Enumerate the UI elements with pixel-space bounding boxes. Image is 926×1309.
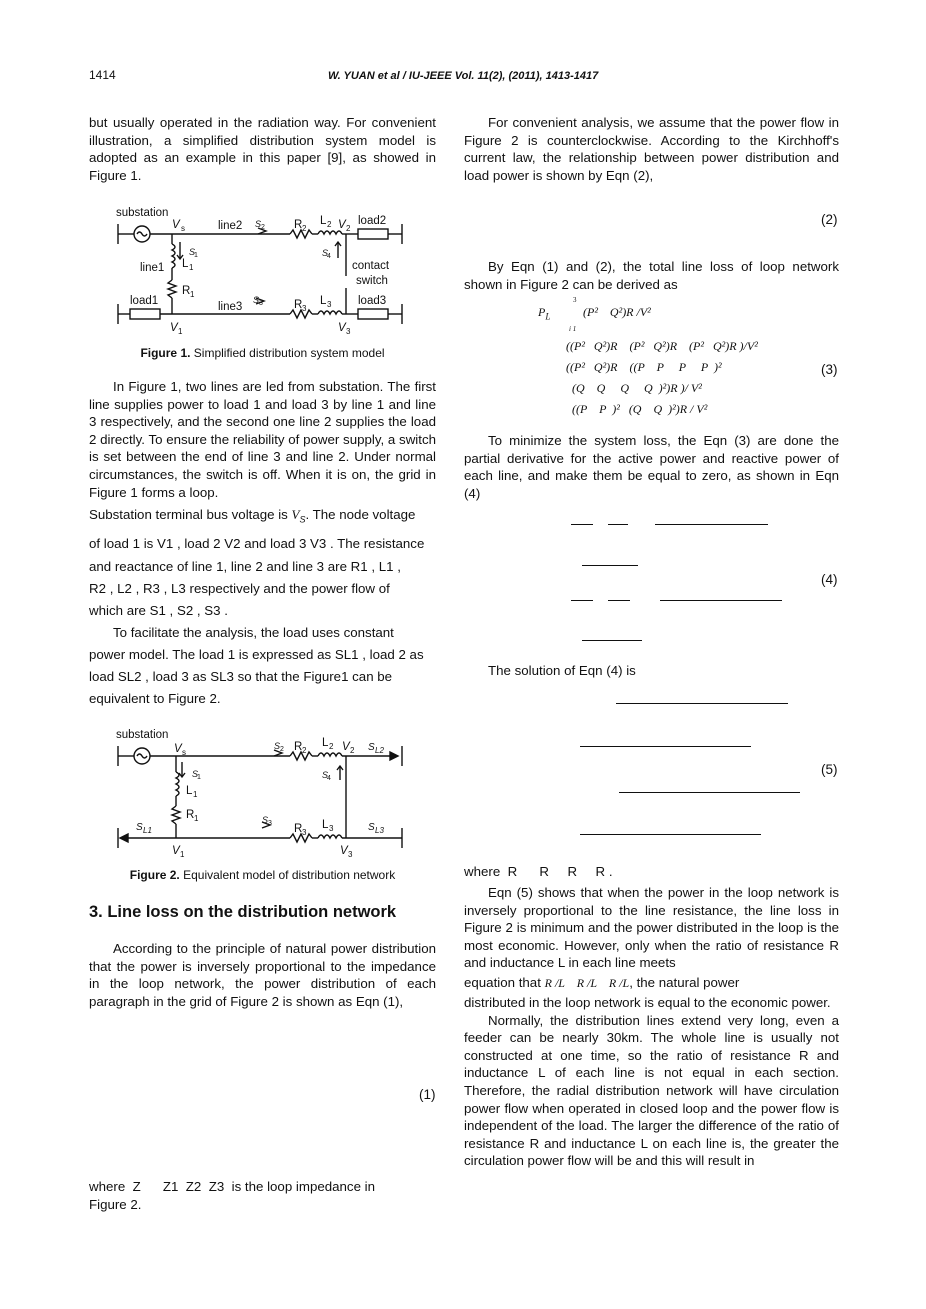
eq4-bar xyxy=(582,565,638,566)
figure-2-caption: Figure 2. Equivalent model of distribution network xyxy=(129,868,396,882)
svg-text:3: 3 xyxy=(302,828,307,837)
page-number: 1414 xyxy=(89,68,116,82)
eq4-bar xyxy=(571,600,593,601)
svg-text:V: V xyxy=(338,322,346,334)
svg-text:2: 2 xyxy=(327,220,332,229)
svg-text:V: V xyxy=(174,743,182,755)
svg-text:L1: L1 xyxy=(143,826,152,835)
svg-text:3: 3 xyxy=(348,850,353,859)
svg-text:S: S xyxy=(192,769,199,779)
svg-text:S: S xyxy=(368,822,375,833)
svg-text:1: 1 xyxy=(180,850,185,859)
svg-text:S: S xyxy=(255,219,262,229)
svg-text:L: L xyxy=(320,215,327,227)
eq4-bar xyxy=(655,524,768,525)
svg-text:1: 1 xyxy=(190,290,195,299)
svg-text:1: 1 xyxy=(194,814,199,823)
eq4-number: (4) xyxy=(821,572,838,587)
svg-text:S: S xyxy=(274,741,281,751)
svg-text:1: 1 xyxy=(193,790,198,799)
right-where-clause: where R R R R . xyxy=(464,864,613,879)
section-heading: 3. Line loss on the distribution network xyxy=(89,903,397,921)
svg-text:2: 2 xyxy=(302,224,307,233)
svg-text:V: V xyxy=(340,845,348,857)
eq3-block: $P_L$ 3 i 1 (P² Q²)R /V² ((P² Q²)R (P² Q²)R (P² Q²)R )/V² ((P² Q²)R ((P P P P )² (Q Q Q Q )²)R )/ V² ((P P )² (Q Q )²)R / V² xyxy=(538,296,758,416)
right-paragraph-2: By Eqn (1) and (2), the total line loss of loop network shown in Figure 2 can be derived as xyxy=(464,259,839,292)
svg-text:R: R xyxy=(294,299,303,311)
eq2-number: (2) xyxy=(821,212,838,227)
svg-text:V: V xyxy=(342,741,350,753)
svg-text:s: s xyxy=(182,748,186,757)
svg-text:3: 3 xyxy=(327,300,332,309)
svg-text:L: L xyxy=(322,737,329,749)
svg-text:S: S xyxy=(322,770,329,780)
svg-text:L: L xyxy=(186,785,193,797)
left-paragraph-4: According to the principle of natural power distribution that the power is inversely proportional to the impedance in the loop network, the power distribution of each paragraph in the grid of Figure 2 is shown as Eqn (1), xyxy=(89,941,436,1009)
eq5-bar xyxy=(580,834,761,835)
svg-text:s: s xyxy=(181,224,185,233)
fig1-line2: line2 xyxy=(218,220,243,232)
eq4-bar xyxy=(608,600,630,601)
left-where-clause: where Z Z1 Z2 Z3 is the loop impedance in Figure 2. xyxy=(89,1179,376,1212)
eq5-number: (5) xyxy=(821,762,838,777)
svg-text:1: 1 xyxy=(178,327,183,336)
svg-text:1: 1 xyxy=(189,263,194,272)
fig1-line3: line3 xyxy=(218,301,243,313)
svg-text:2: 2 xyxy=(302,746,307,755)
fig1-line1: line1 xyxy=(140,262,165,274)
figure-2-diagram xyxy=(110,722,410,864)
svg-text:2: 2 xyxy=(280,746,284,753)
svg-text:R: R xyxy=(186,809,195,821)
eq5-bar xyxy=(580,746,751,747)
fig1-contact: contact xyxy=(352,260,390,272)
svg-text:L: L xyxy=(182,258,189,270)
svg-text:2: 2 xyxy=(346,224,351,233)
svg-text:V: V xyxy=(170,322,178,334)
svg-text:R: R xyxy=(294,741,303,753)
fig1-vs: V xyxy=(172,219,180,231)
figure-1-caption: Figure 1. Simplified distribution system model xyxy=(140,346,385,360)
svg-text:L3: L3 xyxy=(375,826,384,835)
fig2-substation: substation xyxy=(116,729,169,741)
svg-text:S: S xyxy=(189,247,196,257)
svg-text:L: L xyxy=(320,295,327,307)
fig1-substation: substation xyxy=(116,207,169,219)
svg-text:3: 3 xyxy=(329,824,334,833)
svg-text:V: V xyxy=(172,845,180,857)
eq4-bar xyxy=(608,524,628,525)
svg-text:4: 4 xyxy=(327,253,331,260)
right-paragraph-3: To minimize the system loss, the Eqn (3) are done the partial derivative for the active power and reactive power of each line, and make them be equal to zero, as shown in Eqn (4) xyxy=(464,433,839,501)
eq4-bar xyxy=(582,640,642,641)
right-paragraph-1: For convenient analysis, we assume that the power flow in Figure 2 is counterclockwise. According to the Kirchhoff's current law, the relationship between power distribution and load power is shown by Eqn (2), xyxy=(464,115,839,183)
svg-text:2: 2 xyxy=(329,742,334,751)
figure-1-diagram xyxy=(110,200,410,342)
svg-text:4: 4 xyxy=(327,775,331,782)
svg-text:1: 1 xyxy=(197,774,201,781)
eq5-bar xyxy=(619,792,800,793)
eq5-bar xyxy=(616,703,788,704)
running-title: W. YUAN et al / IU-JEEE Vol. 11(2), (2011), 1413-1417 xyxy=(328,70,599,82)
left-paragraph-1: but usually operated in the radiation way. For convenient illustration, a simplified distribution system model is adopted as an example in this paper [9], as showed in Figure 1. xyxy=(89,115,436,183)
right-paragraph-4: The solution of Eqn (4) is xyxy=(488,663,636,678)
svg-text:3: 3 xyxy=(302,304,307,313)
svg-text:1: 1 xyxy=(194,252,198,259)
svg-text:S: S xyxy=(253,295,260,305)
svg-text:2: 2 xyxy=(350,746,355,755)
left-paragraph-2: In Figure 1, two lines are led from substation. The first line supplies power to load 1 and load 3 by line 1 and line 3 respectively, and the second one line 2 supplies the load 2 directly. To ensure the reliability of power supply, a switch is set between the end of line 3 and line 2. Under normal circumstances, the switch is off. When it is on, the grid in Figure 1 forms a loop. Substation terminal bus voltage is $V_S$. The node voltage of load 1 is V1 , load 2 V2 and load 3 V3 . The resistance and reactance of line 1, line 2 and line 3 are R1 , L1 , R2 , L2 , R3 , L3 respectively and the power flow of which are S1 , S2 , S3 . To facilitate the analysis, the load uses constant power model. The load 1 is expressed as SL1 , load 2 as load SL2 , load 3 as SL3 so that the Figure1 can be equivalent to Figure 2. xyxy=(89,379,436,706)
svg-text:R: R xyxy=(294,823,303,835)
svg-text:V: V xyxy=(338,219,346,231)
eq3-number: (3) xyxy=(821,362,838,377)
eq1-number: (1) xyxy=(419,1087,436,1102)
svg-text:3: 3 xyxy=(259,300,263,307)
svg-text:S: S xyxy=(262,815,269,825)
svg-text:3: 3 xyxy=(268,820,272,827)
right-paragraph-5: Eqn (5) shows that when the power in the loop network is inversely proportional to the line resistance, the line loss in Figure 2 is minimum and the power distributed in the loop is the most economic. However, only when the ratio of resistance R and inductance L in each line meets equation that R /L R /L R /L, the natural power distributed in the loop network is equal to the economic power. Normally, the distribution lines extend very long, even a feeder can be nearly 30km. The whole line is usually not constructed at one time, so the ratio of resistance R and inductance L of each line is not equal in each section. Therefore, the radial distribution network will have circulation power flow when operated in closed loop and the power flow is independent of the load. The larger the difference of the ratio of resistance R and inductance L on each line is, the greater the circulation power flow will be and this will result in xyxy=(464,885,839,1169)
fig1-load3: load3 xyxy=(358,295,387,307)
svg-text:L: L xyxy=(322,819,329,831)
svg-text:S: S xyxy=(322,248,329,258)
fig1-load2: load2 xyxy=(358,215,387,227)
svg-text:R: R xyxy=(182,285,191,297)
svg-text:S: S xyxy=(136,822,143,833)
svg-text:2: 2 xyxy=(261,224,265,231)
fig1-switch: switch xyxy=(356,275,388,287)
svg-text:S: S xyxy=(368,742,375,753)
svg-text:3: 3 xyxy=(346,327,351,336)
svg-text:L2: L2 xyxy=(375,746,384,755)
eq4-bar xyxy=(571,524,593,525)
fig1-load1: load1 xyxy=(130,295,159,307)
eq4-bar xyxy=(660,600,782,601)
svg-text:R: R xyxy=(294,219,303,231)
